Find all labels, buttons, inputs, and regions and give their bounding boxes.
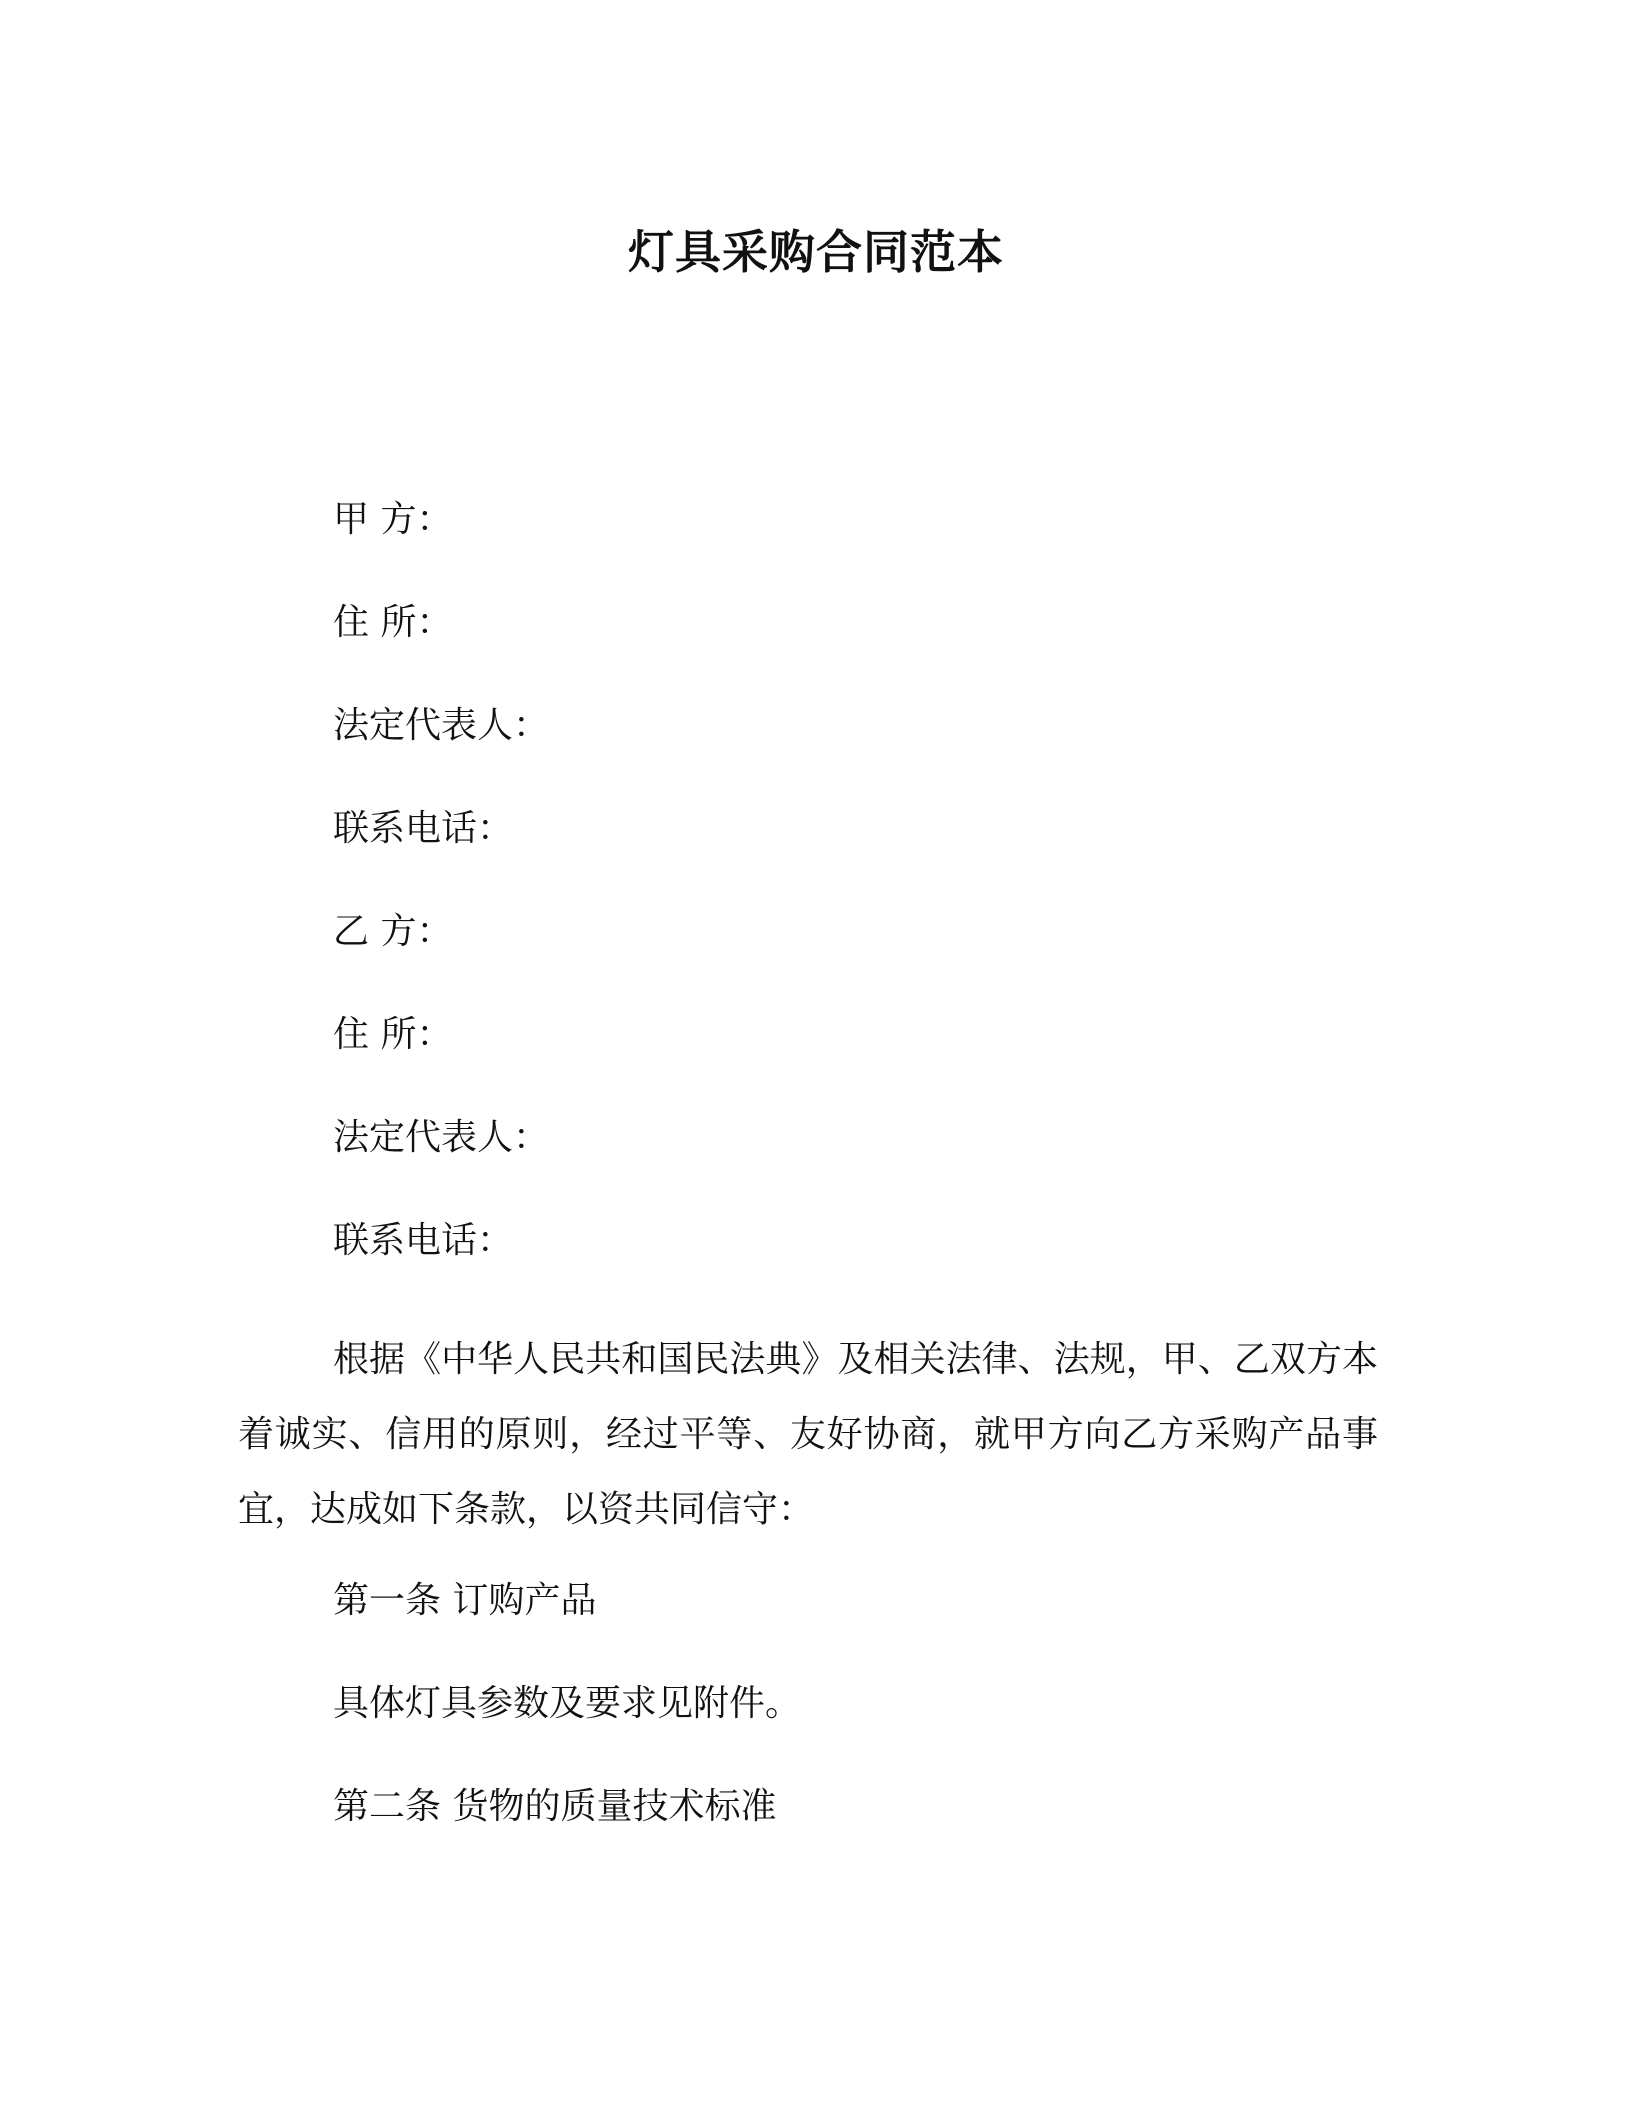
article-2-heading: 第二条 货物的质量技术标准 bbox=[333, 1786, 777, 1827]
preamble-paragraph: 根据《中华人民共和国民法典》及相关法律、法规，甲、乙双方本着诚实、信用的原则，经过平等、友好协商，就甲方向乙方采购产品事宜，达成如下条款，以资共同信守： bbox=[238, 1339, 1378, 1530]
party-a-name-label: 甲 方： bbox=[333, 499, 453, 540]
party-b-address-label: 住 所： bbox=[333, 1014, 453, 1055]
page-title: 灯具采购合同范本 bbox=[628, 225, 1004, 279]
party-b-name-label: 乙 方： bbox=[333, 911, 453, 952]
party-b-legal-rep-label: 法定代表人： bbox=[333, 1117, 550, 1158]
article-1-body: 具体灯具参数及要求见附件。 bbox=[333, 1683, 802, 1724]
article-1-heading: 第一条 订购产品 bbox=[333, 1580, 597, 1621]
party-a-address-label: 住 所： bbox=[333, 602, 453, 643]
party-a-legal-rep-label: 法定代表人： bbox=[333, 705, 550, 746]
party-b-phone-label: 联系电话： bbox=[333, 1220, 514, 1261]
party-a-phone-label: 联系电话： bbox=[333, 808, 514, 849]
